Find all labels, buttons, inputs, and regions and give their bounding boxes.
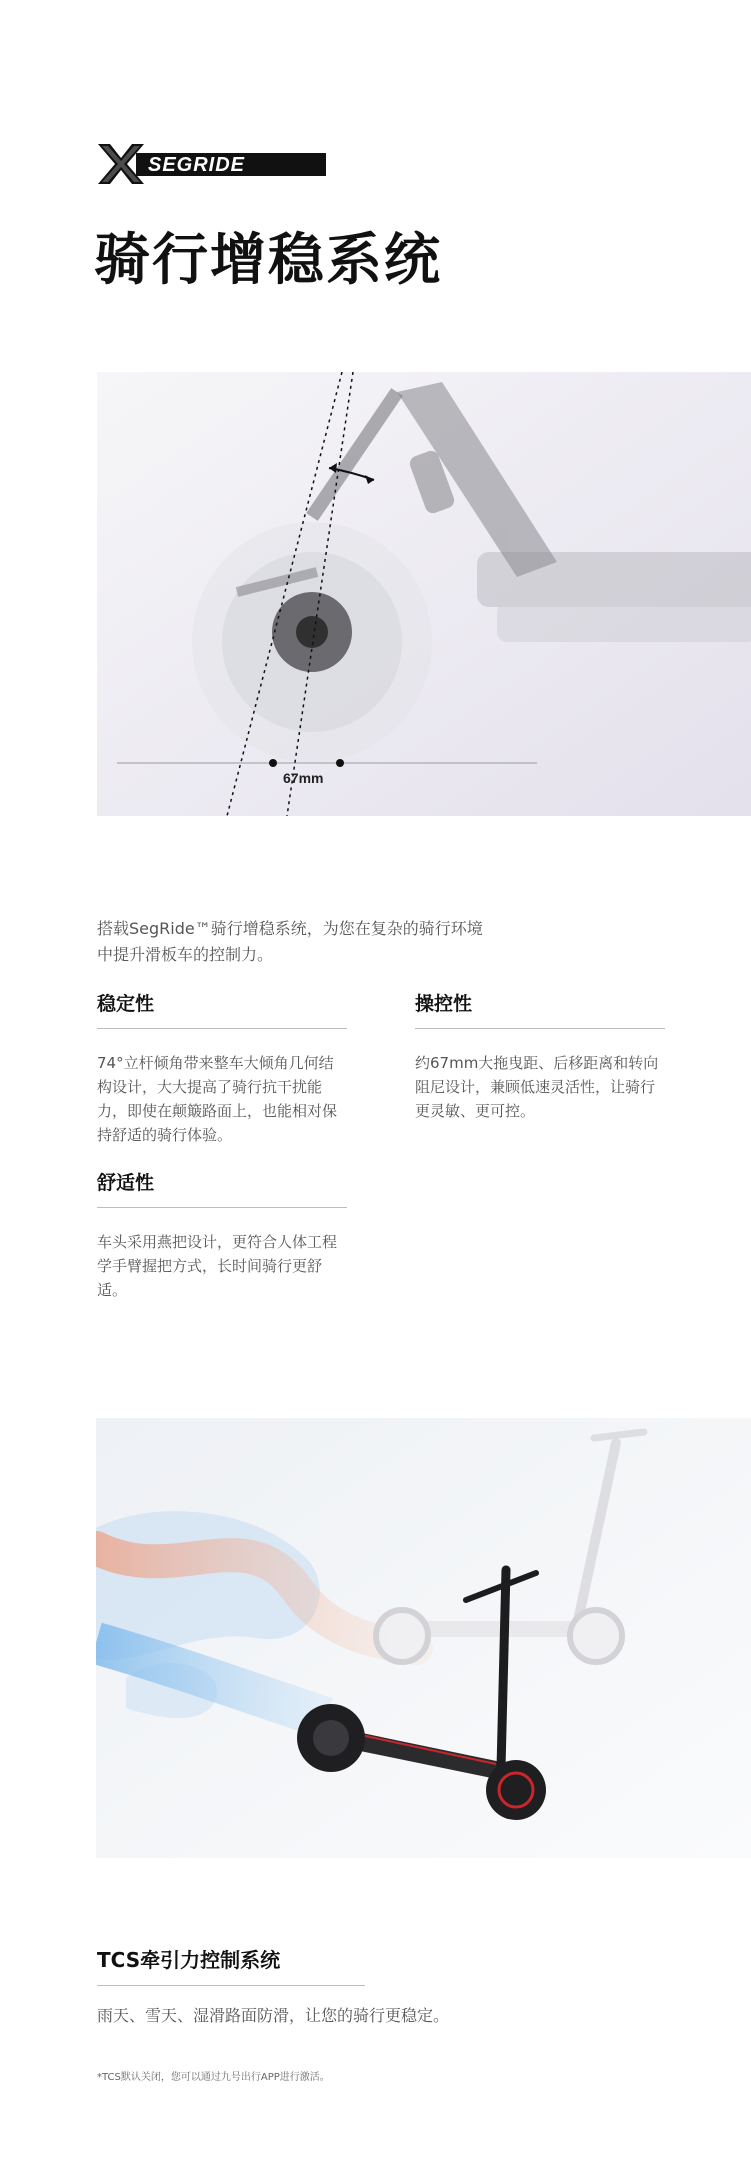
- feature-body: 74°立杆倾角带来整车大倾角几何结构设计，大大提高了骑行抗干扰能力，即使在颠簸路面上，也能相对保持舒适的骑行体验。: [97, 1054, 338, 1144]
- stability-xray-illustration: [97, 372, 751, 816]
- trail-measurement-label: 67mm: [283, 770, 324, 786]
- feature-body: 约67mm大拖曳距、后移距离和转向阻尼设计，兼顾低速灵活性，让骑行更灵敏、更可控。: [415, 1054, 659, 1120]
- tcs-section-title: TCS牵引力控制系统: [97, 1944, 365, 1986]
- tcs-description: 雨天、雪天、湿滑路面防滑，让您的骑行更稳定。: [97, 2006, 450, 2025]
- feature-comfort: [97, 1168, 347, 1302]
- feature-title: 稳定性: [97, 989, 347, 1029]
- logo-wordmark: SEGRIDE: [148, 154, 246, 176]
- intro-text: 搭载SegRide™骑行增稳系统，为您在复杂的骑行环境中提升滑板车的控制力。: [97, 919, 483, 964]
- feature-handling: [415, 989, 665, 1123]
- tcs-scooter-illustration: [96, 1418, 751, 1858]
- tcs-footnote: *TCS默认关闭，您可以通过九号出行APP进行激活。: [97, 2072, 330, 2083]
- feature-title: 舒适性: [97, 1168, 347, 1208]
- feature-body: 车头采用燕把设计，更符合人体工程学手臂握把方式，长时间骑行更舒适。: [97, 1233, 338, 1299]
- segride-logo: [96, 142, 328, 186]
- page-title: 骑行增稳系统: [94, 228, 442, 293]
- feature-stability: [97, 989, 347, 1147]
- feature-title: 操控性: [415, 989, 665, 1029]
